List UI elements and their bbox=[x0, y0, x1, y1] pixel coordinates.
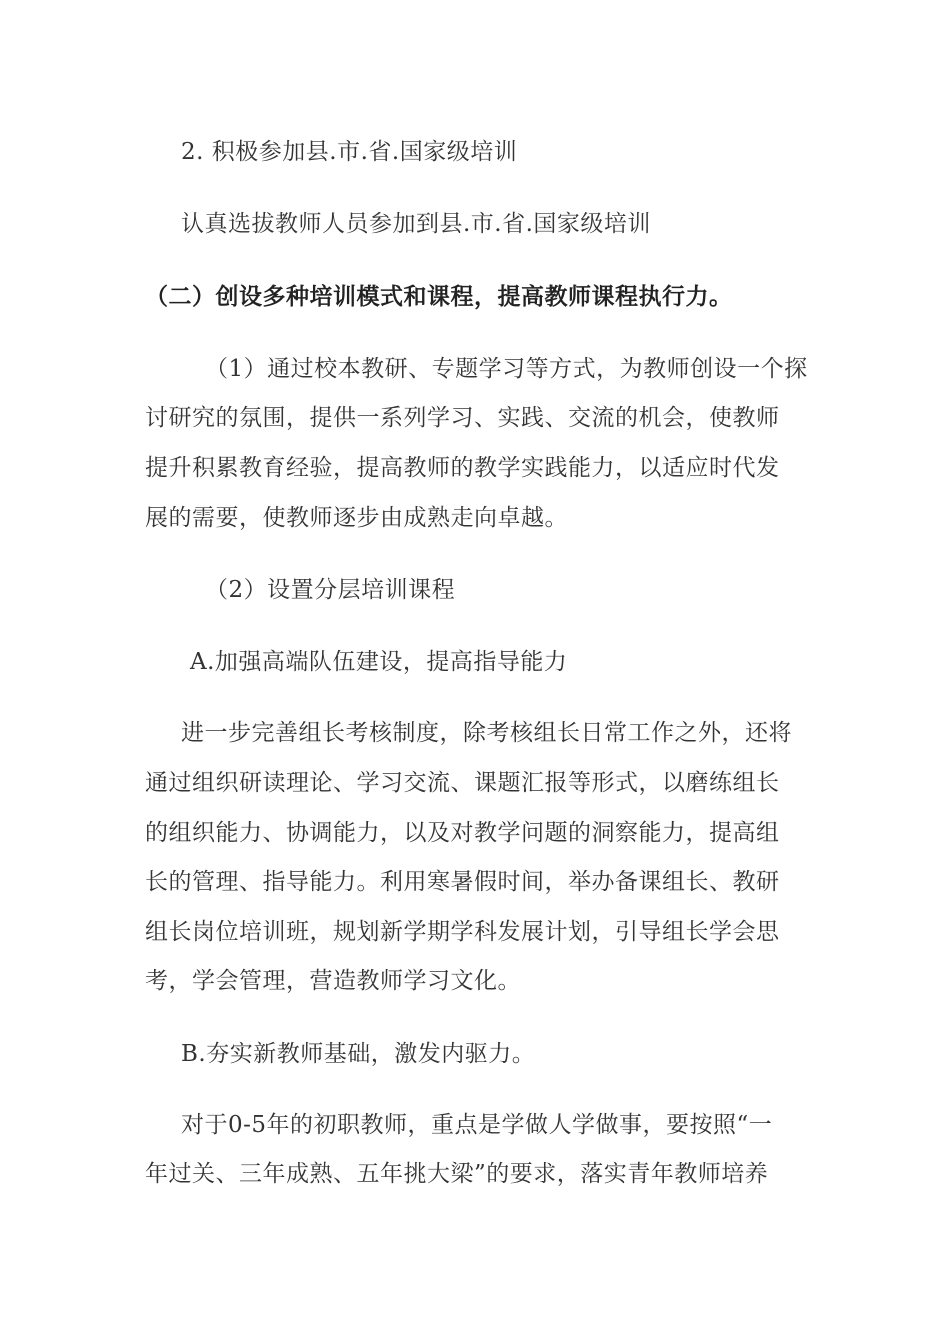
sub-heading-a: A.加强高端队伍建设，提高指导能力 bbox=[190, 649, 568, 675]
paragraph-a-line-4: 长的管理、指导能力。利用寒暑假时间，举办备课组长、教研 bbox=[145, 869, 780, 895]
paragraph-1-line-4: 展的需要，使教师逐步由成熟走向卓越。 bbox=[145, 505, 568, 531]
item-2-body: 认真选拔教师人员参加到县.市.省.国家级培训 bbox=[181, 211, 651, 237]
sub-heading-2: （2）设置分层培训课程 bbox=[205, 577, 456, 603]
paragraph-1-line-1: （1）通过校本教研、专题学习等方式，为教师创设一个探 bbox=[205, 356, 808, 382]
paragraph-1-line-3: 提升积累教育经验，提高教师的教学实践能力，以适应时代发 bbox=[145, 455, 780, 481]
item-heading-2: 2. 积极参加县.市.省.国家级培训 bbox=[181, 139, 518, 165]
paragraph-a-line-3: 的组织能力、协调能力，以及对教学问题的洞察能力，提高组 bbox=[145, 820, 780, 846]
paragraph-b-line-2: 年过关、三年成熟、五年挑大梁”的要求，落实青年教师培养 bbox=[145, 1161, 769, 1187]
sub-heading-b: B.夯实新教师基础，激发内驱力。 bbox=[181, 1041, 536, 1067]
section-heading-2: （二）创设多种培训模式和课程，提高教师课程执行力。 bbox=[145, 284, 733, 310]
paragraph-1-line-2: 讨研究的氛围，提供一系列学习、实践、交流的机会，使教师 bbox=[145, 405, 780, 431]
paragraph-a-line-1: 进一步完善组长考核制度，除考核组长日常工作之外，还将 bbox=[181, 720, 792, 746]
paragraph-a-line-5: 组长岗位培训班，规划新学期学科发展计划，引导组长学会思 bbox=[145, 919, 780, 945]
paragraph-a-line-6: 考，学会管理，营造教师学习文化。 bbox=[145, 968, 521, 994]
paragraph-a-line-2: 通过组织研读理论、学习交流、课题汇报等形式，以磨练组长 bbox=[145, 770, 780, 796]
paragraph-b-line-1: 对于0-5年的初职教师，重点是学做人学做事，要按照“一 bbox=[181, 1112, 773, 1138]
